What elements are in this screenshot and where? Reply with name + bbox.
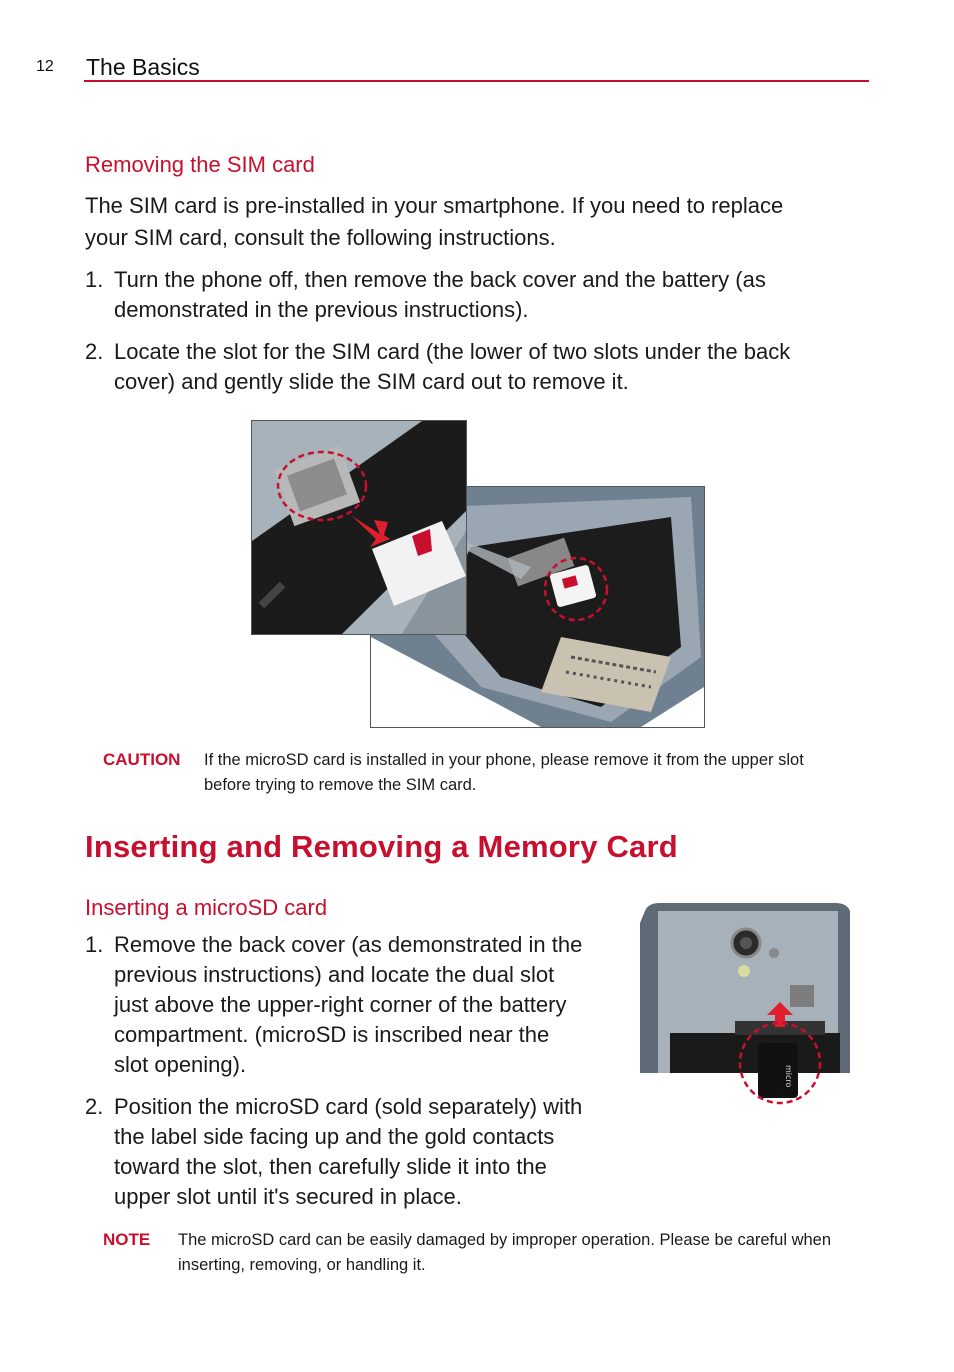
svg-text:micro: micro [784, 1065, 793, 1088]
step-text-line-1: Position the microSD card (sold separately) with [114, 1094, 583, 1119]
step-text-line-4: upper slot until it's secured in place. [114, 1184, 462, 1209]
step-text-line-2: the label side facing up and the gold contacts [114, 1124, 555, 1149]
sim-step-1 [85, 265, 865, 325]
caution-text-line-1: If the microSD card is installed in your phone, please remove it from the upper slot [204, 751, 804, 769]
step-text-line-1: Turn the phone off, then remove the back cover and the battery (as [114, 267, 766, 292]
step-number: 2. [85, 339, 104, 364]
note-text-line-1: The microSD card can be easily damaged by improper operation. Please be careful when [178, 1231, 832, 1249]
page-number: 12 [36, 58, 54, 75]
section-title: The Basics [86, 54, 200, 80]
step-text-line-2: cover) and gently slide the SIM card out to remove it. [114, 369, 629, 394]
caution-text-line-2: before trying to remove the SIM card. [204, 776, 477, 794]
step-text-line-3: just above the upper-right corner of the battery [114, 992, 567, 1017]
microsd-subheading: Inserting a microSD card [85, 895, 328, 920]
step-text-line-2: previous instructions) and locate the dual slot [114, 962, 555, 987]
note-text-line-2: inserting, removing, or handling it. [178, 1256, 426, 1274]
sim-card-closeup-illustration [252, 421, 466, 634]
memory-card-title: Inserting and Removing a Memory Card [85, 829, 678, 864]
step-text-line-4: compartment. (microSD is inscribed near the [114, 1022, 550, 1047]
header-rule [84, 80, 869, 82]
sim-intro-line-2: your SIM card, consult the following instructions. [85, 225, 556, 250]
sim-step-2 [85, 337, 865, 397]
microsd-step-1 [85, 930, 625, 1080]
step-text-line-3: toward the slot, then carefully slide it into the [114, 1154, 547, 1179]
note-label: NOTE [103, 1230, 151, 1249]
sim-intro-line-1: The SIM card is pre-installed in your smartphone. If you need to replace [85, 193, 784, 218]
microsd-insertion-illustration [640, 903, 855, 1108]
sim-heading: Removing the SIM card [85, 152, 315, 177]
caution-label: CAUTION [103, 750, 181, 769]
microsd-step-2 [85, 1092, 625, 1212]
step-text-line-1: Remove the back cover (as demonstrated in the [114, 932, 583, 957]
microsd-slot-photo [640, 903, 855, 1108]
step-text-line-1: Locate the slot for the SIM card (the lower of two slots under the back [114, 339, 791, 364]
step-number: 1. [85, 932, 104, 957]
step-text-line-5: slot opening). [114, 1052, 247, 1077]
step-number: 1. [85, 267, 104, 292]
step-number: 2. [85, 1094, 104, 1119]
step-text-line-2: demonstrated in the previous instructions). [114, 297, 529, 322]
sim-slot-photo-zoom [251, 420, 467, 635]
